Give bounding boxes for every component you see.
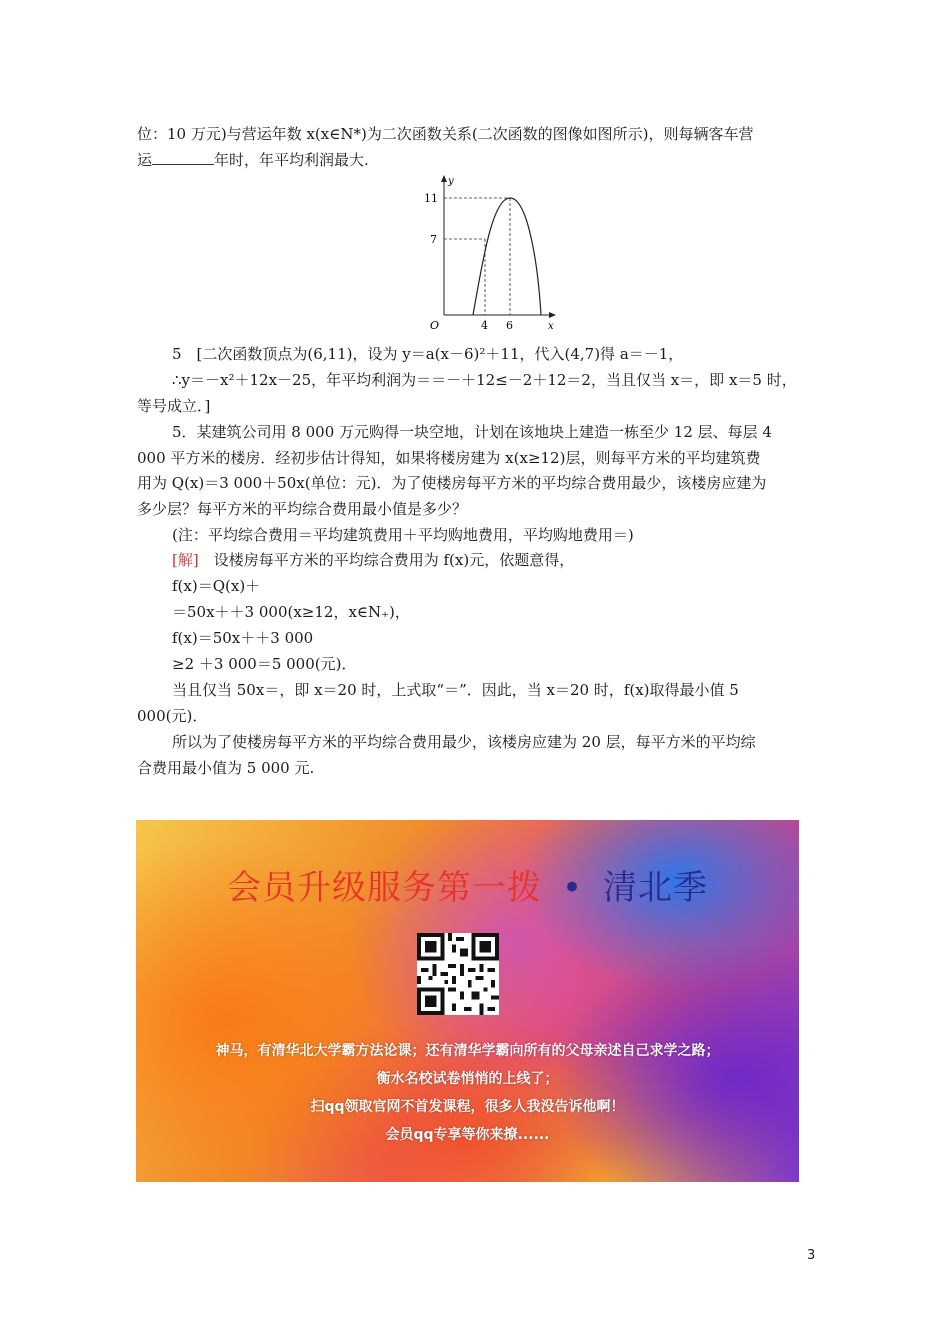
line2-suffix: 年时，年平均利润最大. (214, 151, 369, 169)
x-tick-6: 6 (506, 319, 513, 332)
promo-title-main: 会员升级服务第一拨 (226, 868, 542, 908)
page-number: 3 (807, 1248, 816, 1263)
problem-intro-line-2 (137, 150, 817, 170)
x-tick-4: 4 (481, 319, 488, 332)
solution-line-6: 000(元)． (137, 707, 208, 725)
promo-banner[interactable] (136, 820, 799, 1182)
answer-line-3: 等号成立．] (137, 397, 211, 415)
problem5-note: (注：平均综合费用＝平均建筑费用＋平均购地费用，平均购地费用＝) (172, 526, 634, 544)
solution-intro (172, 550, 817, 570)
promo-title-brand: 清北季 (603, 868, 709, 908)
solution-line-8: 合费用最小值为 5 000 元. (137, 759, 315, 777)
solution-line-5: 当且仅当 50x＝，即 x＝20 时，上式取“＝”．因此，当 x＝20 时，f(x)取得最小值 5 (172, 681, 739, 699)
promo-line-2: 衡水名校试卷悄悄的上线了； (376, 1071, 559, 1087)
answer-line-2: ∴y＝－x²＋12x－25，年平均利润为＝＝－＋12≤－2＋12＝2，当且仅当 x＝，即 x＝5 时， (172, 371, 797, 389)
y-tick-11: 11 (424, 192, 438, 205)
solution-line-7: 所以为了使楼房每平方米的平均综合费用最少，该楼房应建为 20 层，每平方米的平均综 (172, 733, 756, 751)
qr-code-icon[interactable] (417, 933, 499, 1015)
promo-line-1: 神马，有清华北大学霸方法论课；还有清华学霸向所有的父母亲述自己求学之路； (215, 1043, 720, 1059)
solution-eq-1: f(x)＝Q(x)＋ (172, 577, 261, 595)
x-axis-label: x (548, 321, 554, 332)
promo-title-dot: • (561, 868, 584, 908)
parabola-graph (420, 175, 560, 335)
parabola-curve (473, 198, 541, 315)
problem5-line-2: 000 平方米的楼房．经初步估计得知，如果将楼房建为 x(x≥12)层，则每平方米的平均建筑费 (137, 449, 761, 467)
solution-intro-text: 设楼房每平方米的平均综合费用为 f(x)元，依题意得， (198, 551, 575, 569)
x-axis-arrow (549, 312, 556, 318)
promo-line-4: 会员qq专享等你来撩...... (385, 1127, 550, 1143)
solution-label: [解] (172, 551, 199, 569)
problem5-line-1: 5．某建筑公司用 8 000 万元购得一块空地，计划在该地块上建造一栋至少 12 层、每层 4 (172, 423, 772, 441)
problem5-line-4: 多少层？每平方米的平均综合费用最小值是多少？ (137, 500, 468, 518)
solution-eq-2: ＝50x＋＋3 000(x≥12，x∈N₊)， (172, 603, 410, 621)
answer-line-1: 5 [二次函数顶点为(6,11)，设为 y＝a(x－6)²＋11，代入(4,7)得 a＝－1， (172, 345, 684, 363)
y-axis-label: y (448, 176, 454, 187)
promo-line-3: 扫qq领取官网不首发课程，很多人我没告诉他啊！ (310, 1099, 625, 1115)
origin-label: O (430, 319, 440, 332)
problem-intro-line-1: 位：10 万元)与营运年数 x(x∈N*)为二次函数关系(二次函数的图像如图所示)，则每辆客车营 (137, 125, 754, 143)
problem5-line-3: 用为 Q(x)＝3 000＋50x(单位：元)．为了使楼房每平方米的平均综合费用最少，该楼房应建为 (137, 474, 767, 492)
y-tick-7: 7 (430, 233, 437, 246)
solution-eq-3: f(x)＝50x＋＋3 000 (172, 629, 314, 647)
y-axis-arrow (441, 175, 447, 182)
promo-title (136, 860, 799, 909)
line2-prefix: 运 (137, 151, 153, 169)
solution-eq-4: ≥2 ＋3 000＝5 000(元)． (172, 655, 357, 673)
answer-blank (152, 150, 214, 165)
